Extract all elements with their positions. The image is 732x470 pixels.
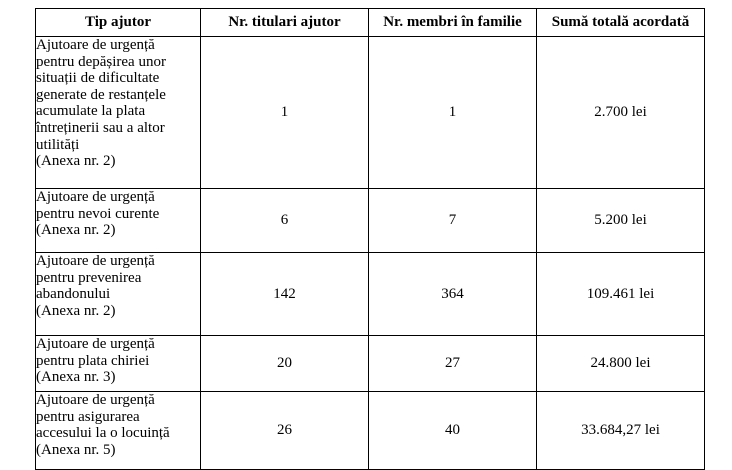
table-row (36, 336, 705, 392)
aid-type-line: (Anexa nr. 5) (36, 441, 116, 458)
aid-type-line: abandonului (36, 286, 111, 303)
aid-type-cell (36, 253, 201, 336)
header-nr-titulari: Nr. titulari ajutor (201, 9, 369, 37)
suma-cell: 109.461 lei (537, 253, 705, 336)
document-page (35, 8, 705, 470)
membri-cell: 1 (369, 37, 537, 189)
table-row (36, 189, 705, 253)
aid-type-line: generate de restanțele (36, 86, 166, 103)
header-tip-ajutor: Tip ajutor (36, 9, 201, 37)
table-header-row (36, 9, 705, 37)
aid-type-line: pentru depășirea unor (36, 53, 166, 70)
aid-type-line: utilități (36, 136, 80, 153)
aid-type-line: (Anexa nr. 2) (36, 222, 116, 239)
aid-type-line: pentru plata chiriei (36, 352, 150, 369)
aid-type-line: situații de dificultate (36, 70, 160, 87)
titulari-cell: 1 (201, 37, 369, 189)
membri-cell: 364 (369, 253, 537, 336)
aid-type-line: Ajutoare de urgență (36, 253, 155, 269)
header-suma-totala: Sumă totală acordată (537, 9, 705, 37)
aid-type-line: acumulate la plata (36, 103, 146, 120)
table-row (36, 253, 705, 336)
titulari-cell: 142 (201, 253, 369, 336)
aid-type-line: pentru prevenirea (36, 269, 142, 286)
titulari-cell: 6 (201, 189, 369, 253)
aid-type-line: (Anexa nr. 3) (36, 369, 116, 386)
titulari-cell: 20 (201, 336, 369, 392)
aid-type-line: (Anexa nr. 2) (36, 302, 116, 319)
aid-type-line: (Anexa nr. 2) (36, 153, 116, 170)
membri-cell: 7 (369, 189, 537, 253)
aid-type-line: pentru nevoi curente (36, 205, 160, 222)
membri-cell: 40 (369, 392, 537, 470)
suma-cell: 2.700 lei (537, 37, 705, 189)
aid-type-line: Ajutoare de urgență (36, 37, 155, 53)
aid-type-cell (36, 392, 201, 470)
aid-type-cell (36, 37, 201, 189)
suma-cell: 24.800 lei (537, 336, 705, 392)
titulari-cell: 26 (201, 392, 369, 470)
header-nr-membri: Nr. membri în familie (369, 9, 537, 37)
aid-type-line: accesului la o locuință (36, 425, 170, 442)
aid-type-cell (36, 336, 201, 392)
aid-type-line: Ajutoare de urgență (36, 189, 155, 205)
suma-cell: 33.684,27 lei (537, 392, 705, 470)
membri-cell: 27 (369, 336, 537, 392)
table-row (36, 37, 705, 189)
aid-type-line: pentru asigurarea (36, 408, 140, 425)
aid-type-line: Ajutoare de urgență (36, 336, 155, 352)
aid-type-line: Ajutoare de urgență (36, 392, 155, 408)
aid-type-cell (36, 189, 201, 253)
assistance-table (35, 8, 705, 470)
suma-cell: 5.200 lei (537, 189, 705, 253)
table-row (36, 392, 705, 470)
aid-type-line: întreținerii sau a altor (36, 119, 165, 136)
